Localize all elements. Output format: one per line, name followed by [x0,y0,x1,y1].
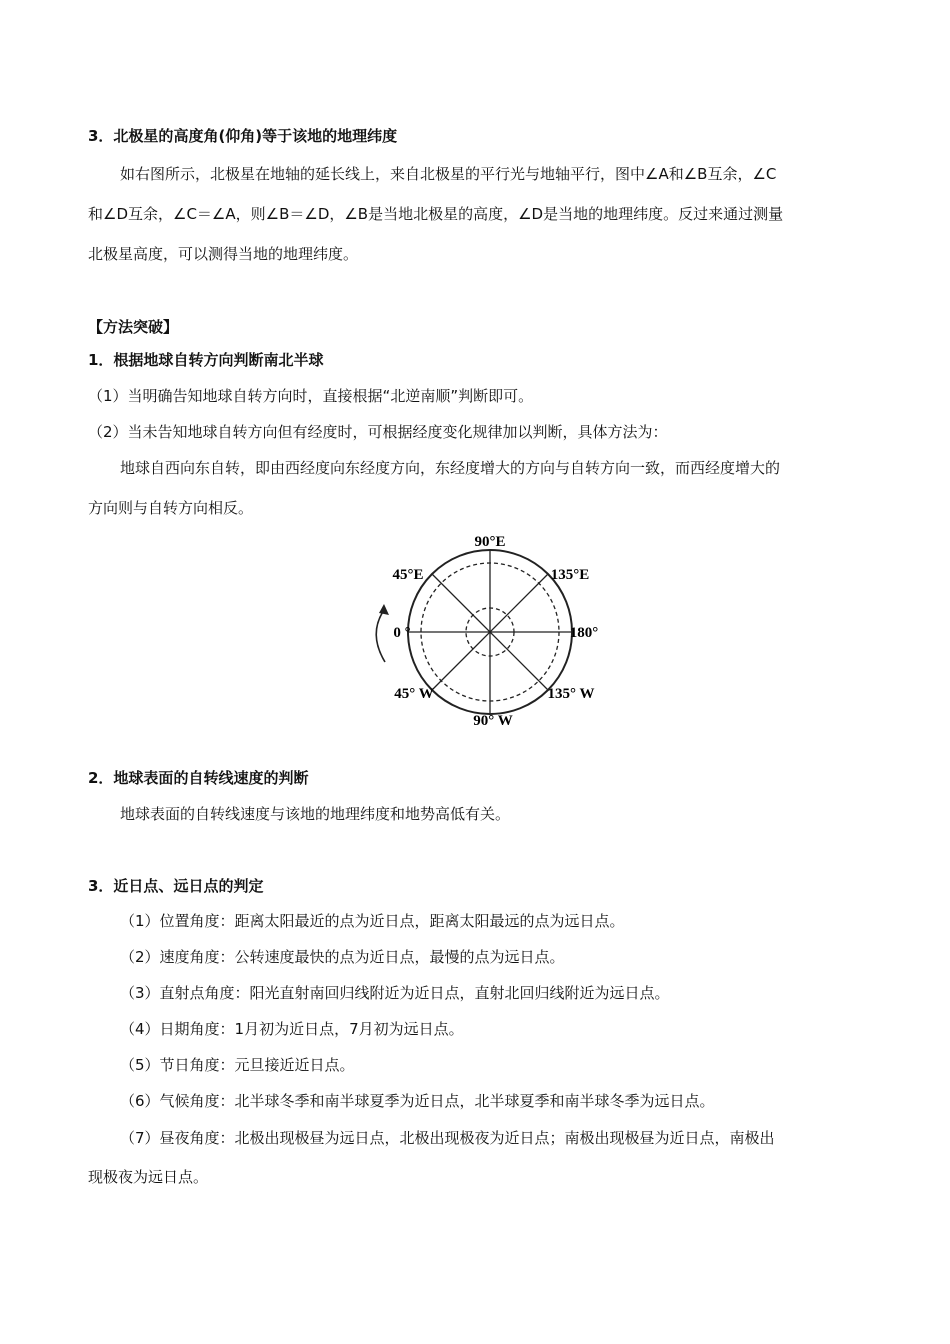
arrowhead-icon [379,604,389,615]
list-item: （4）日期角度：1月初为近日点，7月初为远日点。 [120,1020,464,1038]
list-item: （3）直射点角度：阳光直射南回归线附近为近日点，直射北回归线附近为远日点。 [120,984,670,1002]
section-heading-velocity: 2．地球表面的自转线速度的判断 [88,769,309,787]
label-135W: 135° W [547,686,595,702]
label-45W: 45° W [394,686,434,702]
paragraph-line: 方向则与自转方向相反。 [88,499,254,517]
rotation-arrow-icon [376,610,385,662]
longitude-rotation-diagram [360,532,620,732]
label-45E: 45°E [392,567,424,583]
paragraph-line: 北极星高度，可以测得当地的地理纬度。 [88,245,359,263]
section-heading-polaris: 3．北极星的高度角(仰角)等于该地的地理纬度 [88,127,398,145]
list-item: （2）速度角度：公转速度最快的点为近日点，最慢的点为远日点。 [120,948,565,966]
label-90W: 90° W [473,713,513,729]
method-item-1: （1）当明确告知地球自转方向时，直接根据“北逆南顺”判断即可。 [88,387,534,405]
list-item-continuation: 现极夜为远日点。 [88,1168,209,1186]
list-item: （6）气候角度：北半球冬季和南半球夏季为近日点，北半球夏季和南半球冬季为远日点。 [120,1092,715,1110]
label-180: 180° [569,625,599,641]
section-heading-perihelion: 3．近日点、远日点的判定 [88,877,264,895]
paragraph-line: 如右图所示，北极星在地轴的延长线上，来自北极星的平行光与地轴平行，图中∠A和∠B互余，∠C [120,165,777,183]
label-0: 0 ° [393,625,411,641]
method-item-2: （2）当未告知地球自转方向但有经度时，可根据经度变化规律加以判断，具体方法为： [88,423,668,441]
paragraph-line: 和∠D互余，∠C＝∠A，则∠B＝∠D，∠B是当地北极星的高度，∠D是当地的地理纬度。反过来通过测量 [88,205,784,223]
list-item: （7）昼夜角度：北极出现极昼为远日点，北极出现极夜为近日点；南极出现极昼为近日点，南极出 [120,1129,775,1147]
paragraph-line: 地球表面的自转线速度与该地的地理纬度和地势高低有关。 [120,805,511,823]
paragraph-line: 地球自西向东自转，即由西经度向东经度方向，东经度增大的方向与自转方向一致，而西经度增大的 [120,459,781,477]
method-heading-1: 1．根据地球自转方向判断南北半球 [88,351,324,369]
label-90E: 90°E [474,534,506,550]
label-135E: 135°E [550,567,590,583]
list-item: （1）位置角度：距离太阳最近的点为近日点，距离太阳最远的点为远日点。 [120,912,625,930]
method-title: 【方法突破】 [88,318,179,336]
list-item: （5）节日角度：元旦接近近日点。 [120,1056,355,1074]
